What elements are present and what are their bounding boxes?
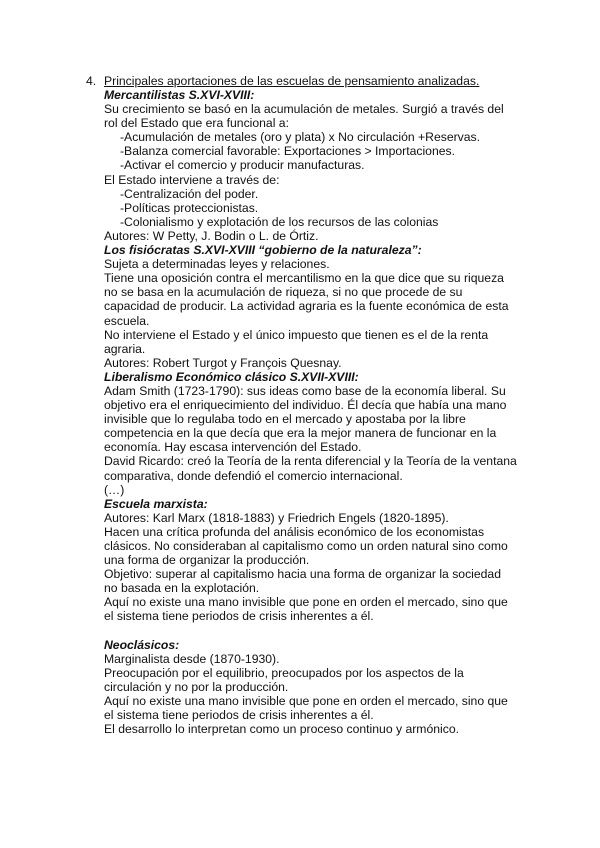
list-item: -Colonialismo y explotación de los recursos de las colonias	[120, 214, 439, 229]
marxista-title: Escuela marxista:	[104, 496, 208, 511]
paragraph-line: Autores: Karl Marx (1818-1883) y Friedrich Engels (1820-1895).	[104, 510, 449, 525]
paragraph-line: Tiene una oposición contra el mercantilismo en la que dice que su riqueza	[104, 271, 504, 286]
paragraph-line: no se basa en la acumulación de riqueza, si no que procede de su	[104, 285, 463, 300]
paragraph-line: Su crecimiento se basó en la acumulación de metales. Surgió a través del	[104, 102, 504, 117]
list-item: -Centralización del poder.	[120, 186, 259, 201]
list-item: -Balanza comercial favorable: Exportaciones > Importaciones.	[120, 144, 455, 159]
paragraph-line: David Ricardo: creó la Teoría de la renta diferencial y la Teoría de la ventana	[104, 454, 517, 469]
paragraph-line: Marginalista desde (1870-1930).	[104, 651, 280, 666]
list-item: -Acumulación de metales (oro y plata) x No circulación +Reservas.	[120, 130, 481, 145]
authors-line: Autores: Robert Turgot y François Quesnay.	[104, 355, 342, 370]
paragraph-line: Adam Smith (1723-1790): sus ideas como base de la economía liberal. Su	[104, 383, 506, 398]
paragraph-line: Objetivo: superar al capitalismo hacia una forma de organizar la sociedad	[104, 567, 501, 582]
paragraph-line: una forma de organizar la producción.	[104, 553, 310, 568]
paragraph-line: invisible que lo regulaba todo en el mercado y apostaba por la libre	[104, 412, 466, 427]
paragraph-line: economía. Hay escasa intervención del Estado.	[104, 440, 362, 455]
fisiocratas-title: Los fisiócratas S.XVI-XVIII “gobierno de la naturaleza”:	[104, 243, 422, 258]
paragraph-line: El Estado interviene a través de:	[104, 172, 280, 187]
document-body	[104, 88, 544, 736]
paragraph-line: Preocupación por el equilibrio, preocupados por los aspectos de la	[104, 665, 464, 680]
paragraph-line: capacidad de producir. La actividad agraria es la fuente económica de esta	[104, 299, 509, 314]
paragraph-line: clásicos. No consideraban al capitalismo como un orden natural sino como	[104, 539, 508, 553]
paragraph-line: no basada en la explotación.	[104, 581, 260, 596]
heading-text: Principales aportaciones de las escuelas de pensamiento analizadas.	[104, 74, 480, 88]
liberalismo-title: Liberalismo Económico clásico S.XVII-XVIII:	[104, 369, 359, 384]
paragraph-line: escuela.	[104, 313, 150, 328]
mercantilistas-title: Mercantilistas S.XVI-XVIII:	[104, 88, 255, 102]
authors-line: Autores: W Petty, J. Bodin o L. de Órtiz.	[104, 228, 319, 243]
neoclasicos-title: Neoclásicos:	[104, 637, 180, 652]
paragraph-line: Sujeta a determinadas leyes y relaciones.	[104, 257, 330, 272]
list-item: -Políticas proteccionistas.	[120, 200, 259, 215]
list-item: -Activar el comercio y producir manufacturas.	[120, 158, 365, 173]
paragraph-line: objetivo era el enriquecimiento del individuo. Él decía que había una mano	[104, 398, 507, 413]
blank-line	[104, 624, 544, 638]
section-heading	[86, 74, 566, 88]
paragraph-line: competencia en la que decía que era la mejor manera de funcionar en la	[104, 426, 497, 441]
paragraph-line: Aquí no existe una mano invisible que pone en orden el mercado, sino que	[104, 595, 508, 610]
paragraph-line: Hacen una crítica profunda del análisis económico de los economistas	[104, 524, 485, 539]
paragraph-line: No interviene el Estado y el único impuesto que tienen es el de la renta	[104, 327, 489, 342]
paragraph-line: comparativa, donde defendió el comercio internacional.	[104, 468, 403, 483]
paragraph-line: circulación y no por la producción.	[104, 679, 289, 694]
heading-number: 4.	[86, 74, 97, 88]
paragraph-line: el sistema tiene periodos de crisis inherentes a él.	[104, 708, 374, 723]
paragraph-line: Aquí no existe una mano invisible que pone en orden el mercado, sino que	[104, 694, 508, 709]
paragraph-line: agraria.	[104, 341, 146, 356]
ellipsis-line: (…)	[104, 482, 125, 497]
paragraph-line: rol del Estado que era funcional a:	[104, 116, 289, 131]
paragraph-line: el sistema tiene periodos de crisis inherentes a él.	[104, 609, 374, 624]
paragraph-line: El desarrollo lo interpretan como un proceso continuo y armónico.	[104, 722, 459, 737]
